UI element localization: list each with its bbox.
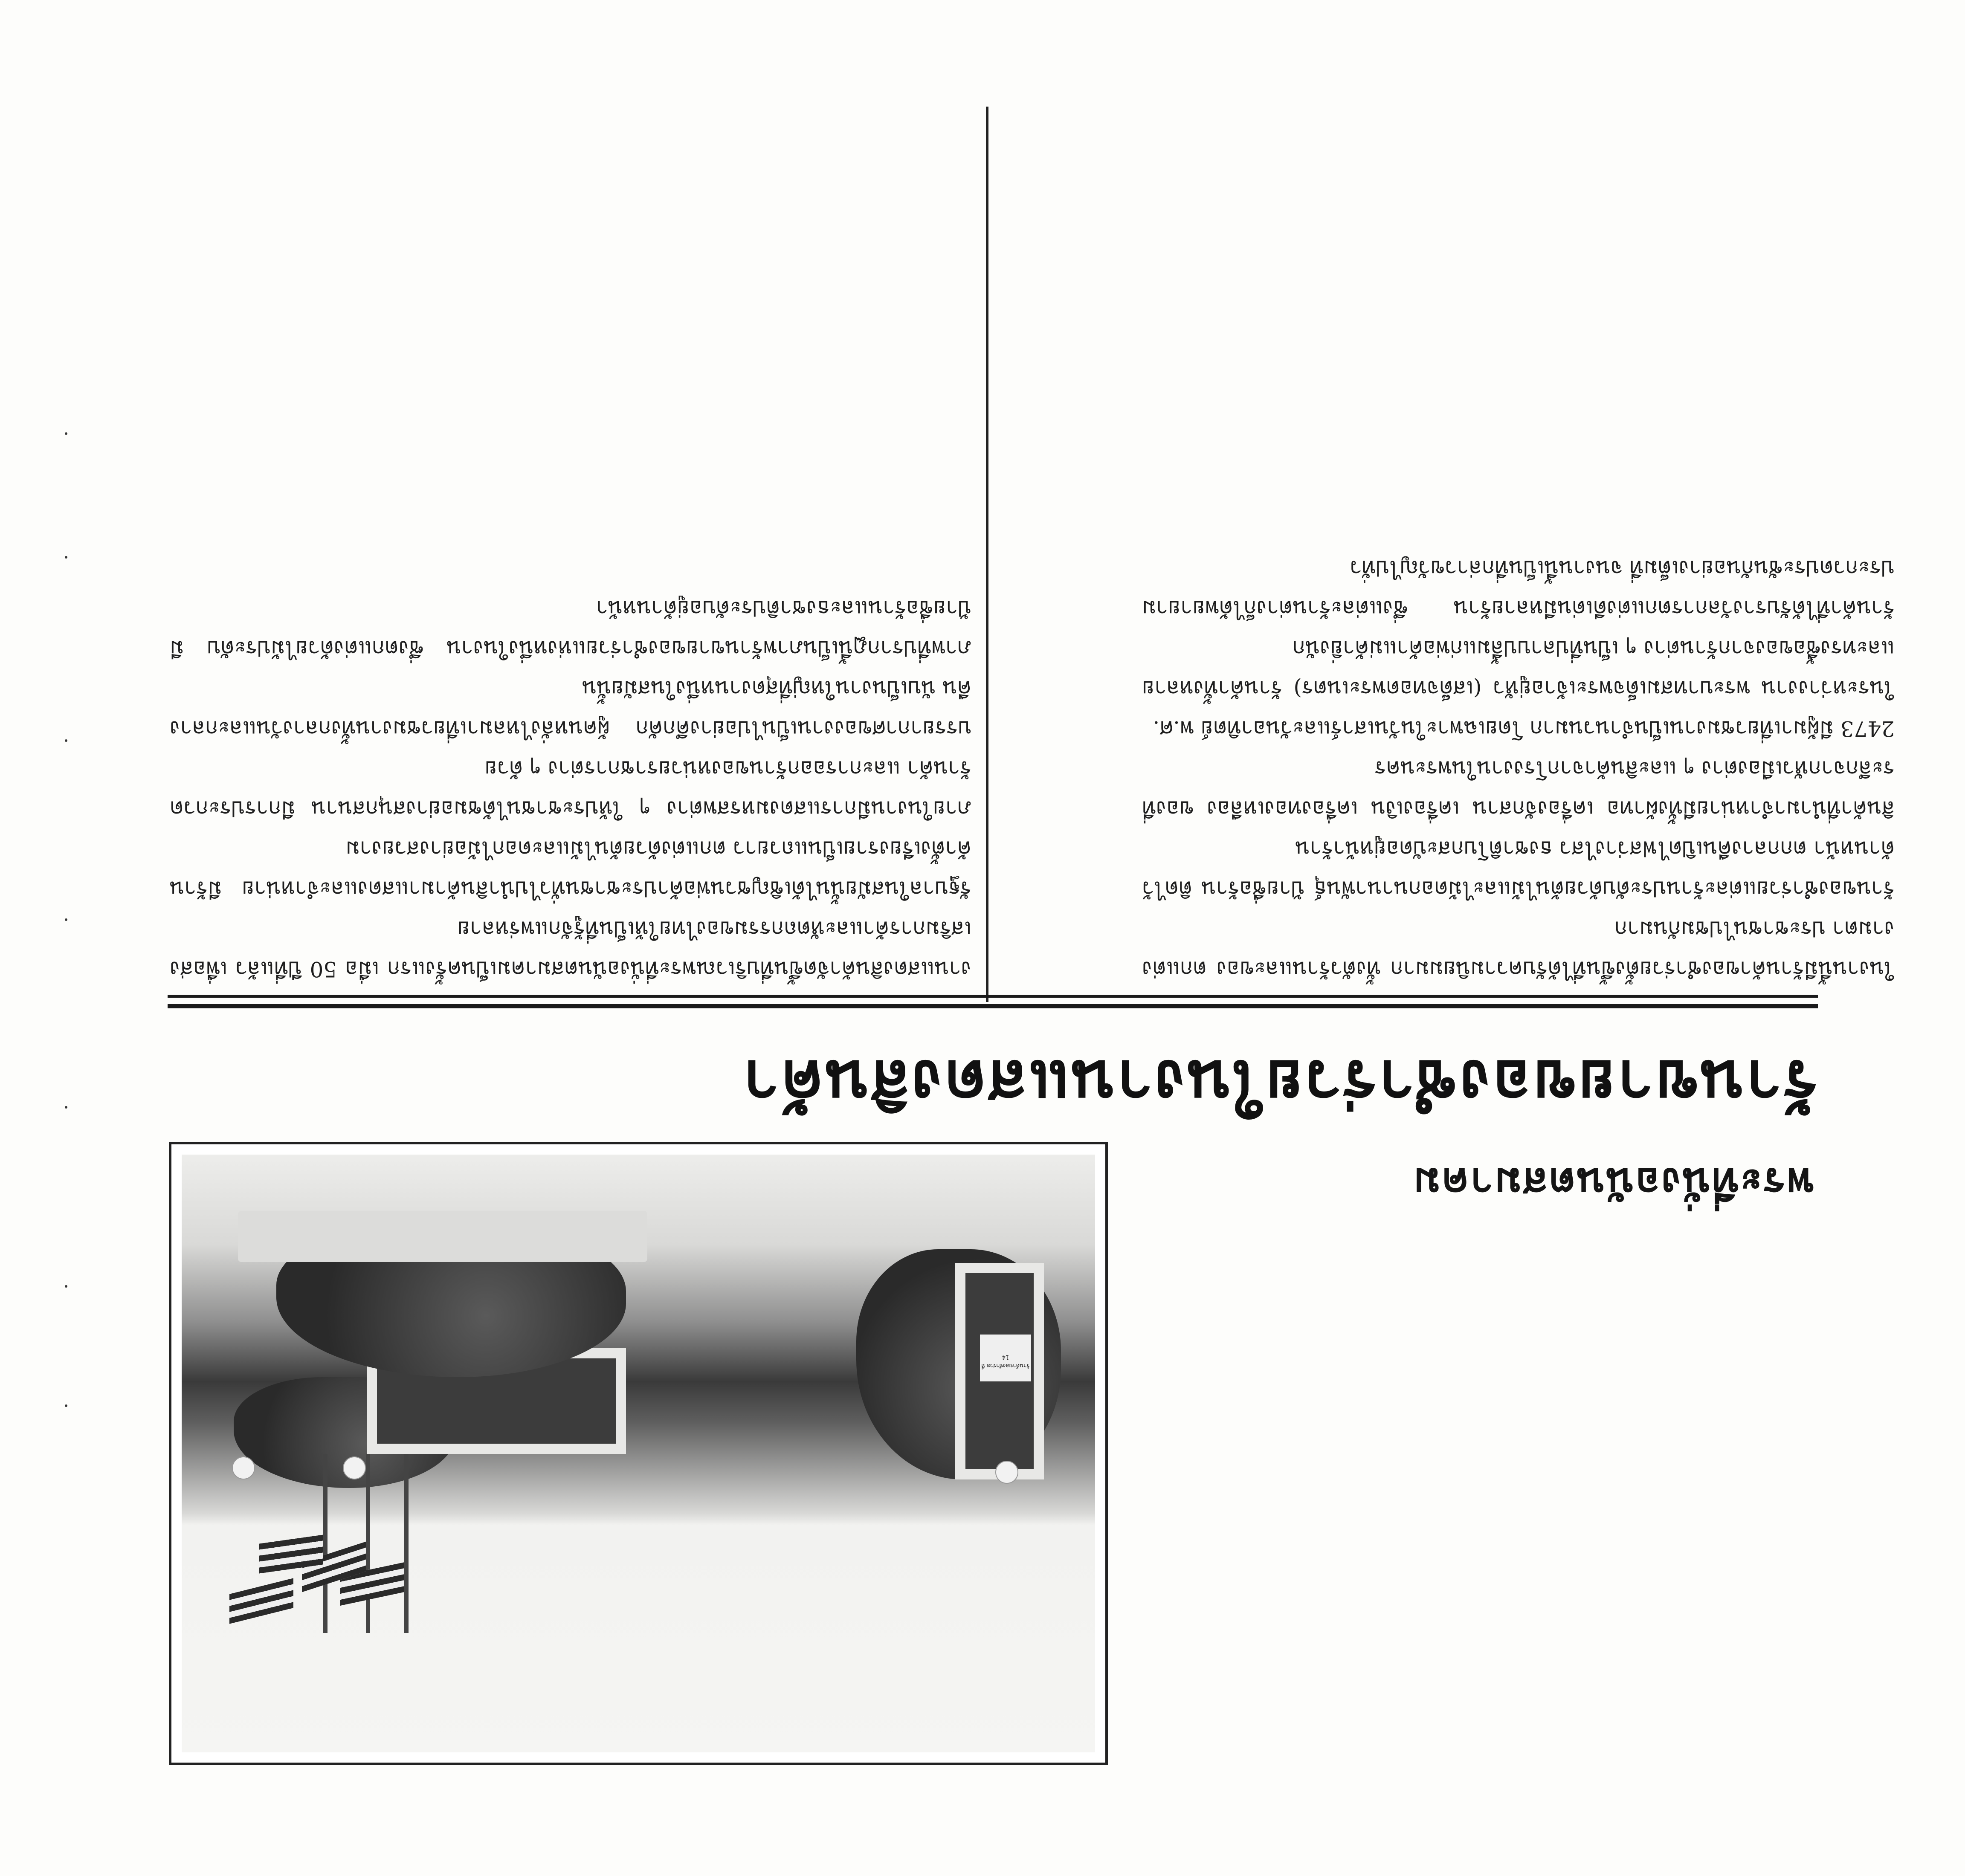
paragraph: บรรยากาศของงานเป็นไปอย่างคึกคัก ผู้คนหลั่งไหลมาเที่ยวชมงานทั้งกลางวันและกลางคืน นับเป็นงานใหญ่ที่สุดงานหนึ่งในสมัยนั้น bbox=[170, 676, 971, 741]
paragraph: ภาพที่ปรากฏนี้เป็นภาพร้านขายของชำร่วยแห่งหนึ่งในงาน ซึ่งตกแต่งด้วยไม้ประดับ มีป้ายชื่อร้านและธงชาติประดับอยู่ด้านหน้า bbox=[170, 596, 971, 661]
flagpole bbox=[366, 1454, 370, 1633]
binding-dot bbox=[65, 918, 67, 921]
paragraph: งานแสดงสินค้าจัดขึ้นที่บริเวณพระที่นั่งอนันตสมาคมเป็นครั้งแรก เมื่อ 50 ปีที่แล้ว เพื่อส่งเสริมการค้าและหัตถกรรมของไทยให้เป็นที่รู้จักแพร่หลาย bbox=[170, 917, 971, 981]
flagpole bbox=[404, 1454, 409, 1633]
shop-number-sign: ร้านค้าของชำร่วย ที่ 14 bbox=[980, 1335, 1031, 1381]
lamp-globe bbox=[343, 1456, 366, 1479]
binding-dot bbox=[65, 1106, 67, 1109]
awning bbox=[238, 1211, 647, 1262]
column-divider bbox=[986, 107, 988, 1002]
photo-frame bbox=[169, 1142, 1108, 1765]
right-column-text bbox=[170, 588, 971, 989]
lamp-globe bbox=[995, 1461, 1018, 1484]
paragraph: ในระหว่างงาน พระบาทสมเด็จพระเจ้าอยู่หัว (เสด็จทอดพระเนตร) ร้านค้าทั้งหลาย และทรงซื้อของจากร้านต่าง ๆ เป็นที่ปลาบปลื้มแก่พ่อค้าแม่ค้ายิ่งนัก bbox=[1142, 636, 1895, 701]
binding-dot bbox=[65, 739, 67, 742]
title-rule-thick bbox=[168, 1004, 1818, 1008]
paragraph: ร้านค้าที่ได้รับรางวัลการตกแต่งดีเด่นมีหลายร้าน ซึ่งแต่ละร้านต่างก็ได้พยายามประกวดประชันกันอย่างเต็มที่ จนงานนี้เป็นที่กล่าวขวัญไปทั่ว bbox=[1142, 556, 1895, 621]
lamp-globe bbox=[232, 1456, 255, 1479]
binding-dot bbox=[65, 1285, 67, 1288]
shop-photograph bbox=[182, 1155, 1095, 1752]
paragraph: 2473 มีผู้มาเที่ยวชมงานเป็นจำนวนมาก โดยเฉพาะในวันเสาร์และวันอาทิตย์ พ.ศ. bbox=[1153, 716, 1895, 741]
binding-dot bbox=[65, 432, 67, 435]
binding-marks bbox=[42, 384, 67, 1407]
flag-icon bbox=[229, 1578, 293, 1624]
paragraph: ภายในงานมีการแสดงมหรสพต่าง ๆ ให้ประชาชนได้ชมอย่างสนุกสนาน มีการประกวดร้านค้า และการออกร้านของหน่วยราชการต่าง ๆ ด้วย bbox=[170, 756, 971, 821]
paragraph: สินค้าที่นำมาจำหน่ายมีทั้งผ้าทอ เครื่องจักสาน เครื่องเงิน เครื่องทองเหลือง ของที่ระลึกจากหัวเมืองต่าง ๆ และสินค้าจากโรงงานในพระนคร bbox=[1142, 756, 1895, 821]
flagpole bbox=[323, 1454, 328, 1633]
binding-dot bbox=[65, 1404, 67, 1407]
paragraph: รัฐบาลในสมัยนั้นได้เชิญชวนพ่อค้าประชาชนทั่วไปนำสินค้ามาแสดงและจำหน่าย มีร้านค้าตั้งเรียงรายเป็นแถวยาว ตกแต่งด้วยต้นไม้และดอกไม้อย่างสวยงาม bbox=[170, 837, 971, 901]
article-subtitle: พระที่นั่งอนันตสมาคม bbox=[1412, 1159, 1814, 1207]
binding-dot bbox=[65, 556, 67, 559]
title-rule-thin bbox=[168, 995, 1818, 998]
article-title: ร้านขายของชำร่วยในงานแสดงสินค้า bbox=[742, 1046, 1818, 1121]
paragraph: ในงานนี้มีร้านค้าของชำร่วยตั้งขึ้นที่ได้รับความนิยมมาก ทั้งตัวร้านและของ ตกแต่งงามตา ประชาชนไปชมกันมาก bbox=[1142, 917, 1895, 981]
paragraph: ร้านของชำร่วยแต่ละร้านประดับด้วยต้นไม้และไม้ดอกนานาพันธุ์ ป้ายชื่อร้าน ติดไว้ด้านหน้า ตกกลางคืนเปิดไฟสว่างไสว ธงชาติโบกสะบัดอยู่หน้าร้าน bbox=[1142, 837, 1895, 901]
left-column-text bbox=[1142, 548, 1895, 989]
